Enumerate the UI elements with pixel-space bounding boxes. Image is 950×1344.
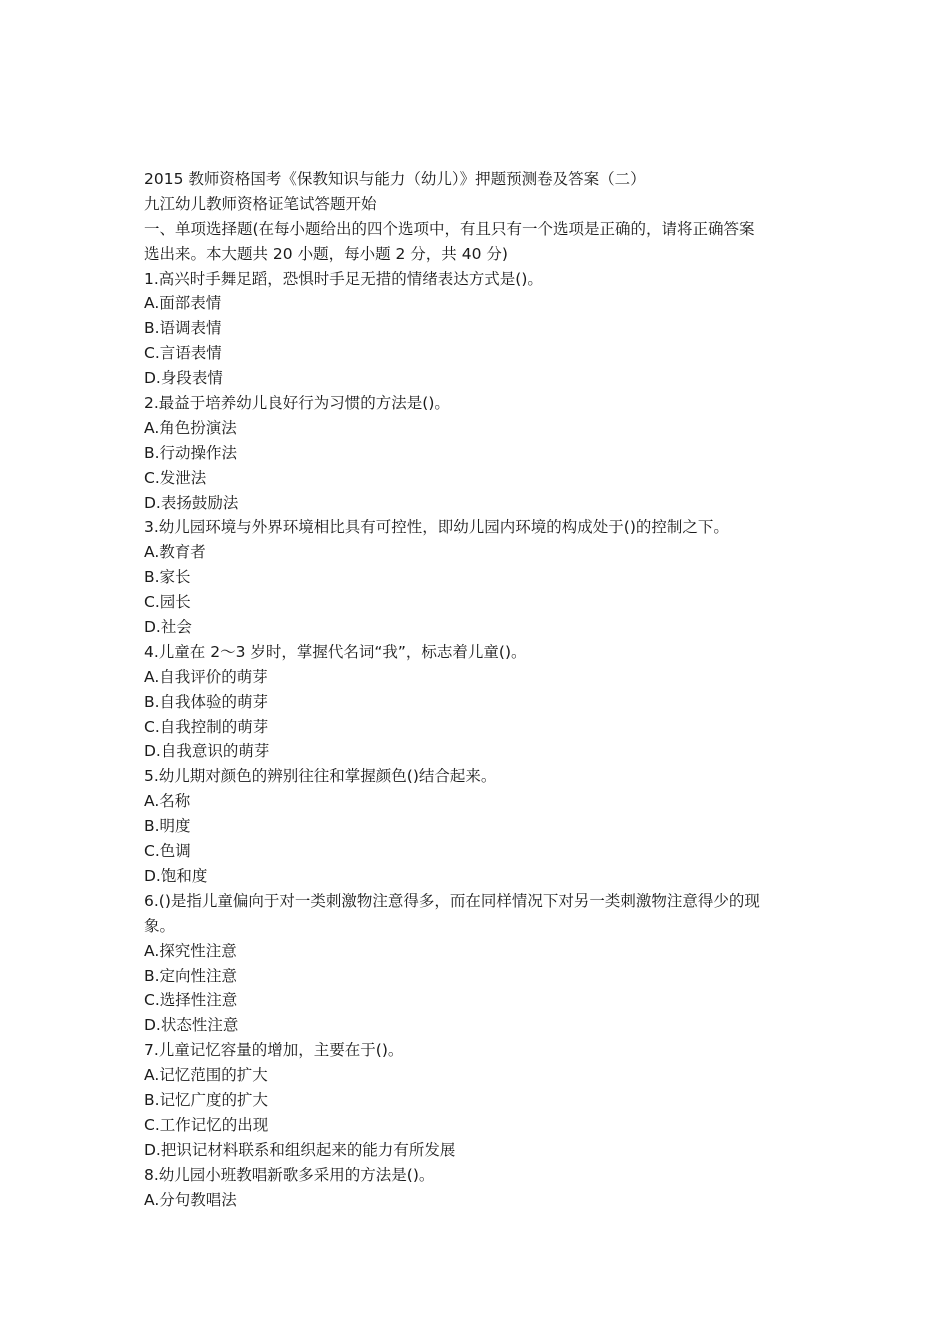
question-3-option-b: B.家长 bbox=[144, 568, 191, 587]
question-6-option-d: D.状态性注意 bbox=[144, 1016, 239, 1035]
question-7-option-d: D.把识记材料联系和组织起来的能力有所发展 bbox=[144, 1140, 456, 1159]
question-6-option-b: B.定向性注意 bbox=[144, 966, 238, 985]
document-body bbox=[144, 167, 814, 1212]
question-6-stem-line-1: 6.()是指儿童偏向于对一类刺激物注意得多，而在同样情况下对另一类刺激物注意得少的现 bbox=[144, 891, 760, 910]
question-5-option-c: C.色调 bbox=[144, 842, 191, 861]
question-1-option-b: B.语调表情 bbox=[144, 319, 222, 338]
question-1-option-c: C.言语表情 bbox=[144, 344, 222, 363]
question-8-stem: 8.幼儿园小班教唱新歌多采用的方法是()。 bbox=[144, 1165, 435, 1184]
question-4-option-c: C.自我控制的萌芽 bbox=[144, 717, 269, 736]
question-1-option-a: A.面部表情 bbox=[144, 294, 222, 313]
question-3-option-a: A.教育者 bbox=[144, 543, 206, 562]
question-3-option-d: D.社会 bbox=[144, 618, 192, 637]
question-2-option-d: D.表扬鼓励法 bbox=[144, 493, 239, 512]
question-7-stem: 7.儿童记忆容量的增加，主要在于()。 bbox=[144, 1041, 404, 1060]
question-4-option-b: B.自我体验的萌芽 bbox=[144, 692, 269, 711]
question-4-option-a: A.自我评价的萌芽 bbox=[144, 667, 268, 686]
question-6-option-c: C.选择性注意 bbox=[144, 991, 238, 1010]
question-2-option-c: C.发泄法 bbox=[144, 468, 207, 487]
question-5-stem: 5.幼儿期对颜色的辨别往往和掌握颜色()结合起来。 bbox=[144, 767, 497, 786]
question-5-option-d: D.饱和度 bbox=[144, 866, 208, 885]
question-6-stem-line-2: 象。 bbox=[144, 916, 176, 935]
question-4-option-d: D.自我意识的萌芽 bbox=[144, 742, 270, 761]
question-8-option-a: A.分句教唱法 bbox=[144, 1190, 237, 1209]
question-3-stem: 3.幼儿园环境与外界环境相比具有可控性，即幼儿园内环境的构成处于()的控制之下。 bbox=[144, 518, 729, 537]
question-6-option-a: A.探究性注意 bbox=[144, 941, 237, 960]
section-header-line-1: 一、单项选择题(在每小题给出的四个选项中，有且只有一个选项是正确的，请将正确答案 bbox=[144, 219, 755, 238]
document-title: 2015 教师资格国考《保教知识与能力（幼儿）》押题预测卷及答案（二） bbox=[144, 170, 646, 188]
question-1-stem: 1.高兴时手舞足蹈，恐惧时手足无措的情绪表达方式是()。 bbox=[144, 269, 543, 288]
question-2-option-b: B.行动操作法 bbox=[144, 443, 238, 462]
question-4-stem: 4.儿童在 2～3 岁时，掌握代名词“我”，标志着儿童()。 bbox=[144, 642, 527, 661]
question-1-option-d: D.身段表情 bbox=[144, 369, 223, 388]
question-5-option-b: B.明度 bbox=[144, 817, 191, 836]
question-3-option-c: C.园长 bbox=[144, 593, 191, 612]
question-7-option-c: C.工作记忆的出现 bbox=[144, 1115, 269, 1134]
section-header-line-2: 选出来。本大题共 20 小题，每小题 2 分，共 40 分) bbox=[144, 244, 508, 263]
question-7-option-a: A.记忆范围的扩大 bbox=[144, 1066, 268, 1085]
question-7-option-b: B.记忆广度的扩大 bbox=[144, 1090, 269, 1109]
question-2-stem: 2.最益于培养幼儿良好行为习惯的方法是()。 bbox=[144, 394, 450, 413]
question-5-option-a: A.名称 bbox=[144, 792, 191, 811]
question-2-option-a: A.角色扮演法 bbox=[144, 418, 237, 437]
document-subtitle: 九江幼儿教师资格证笔试答题开始 bbox=[144, 194, 377, 213]
